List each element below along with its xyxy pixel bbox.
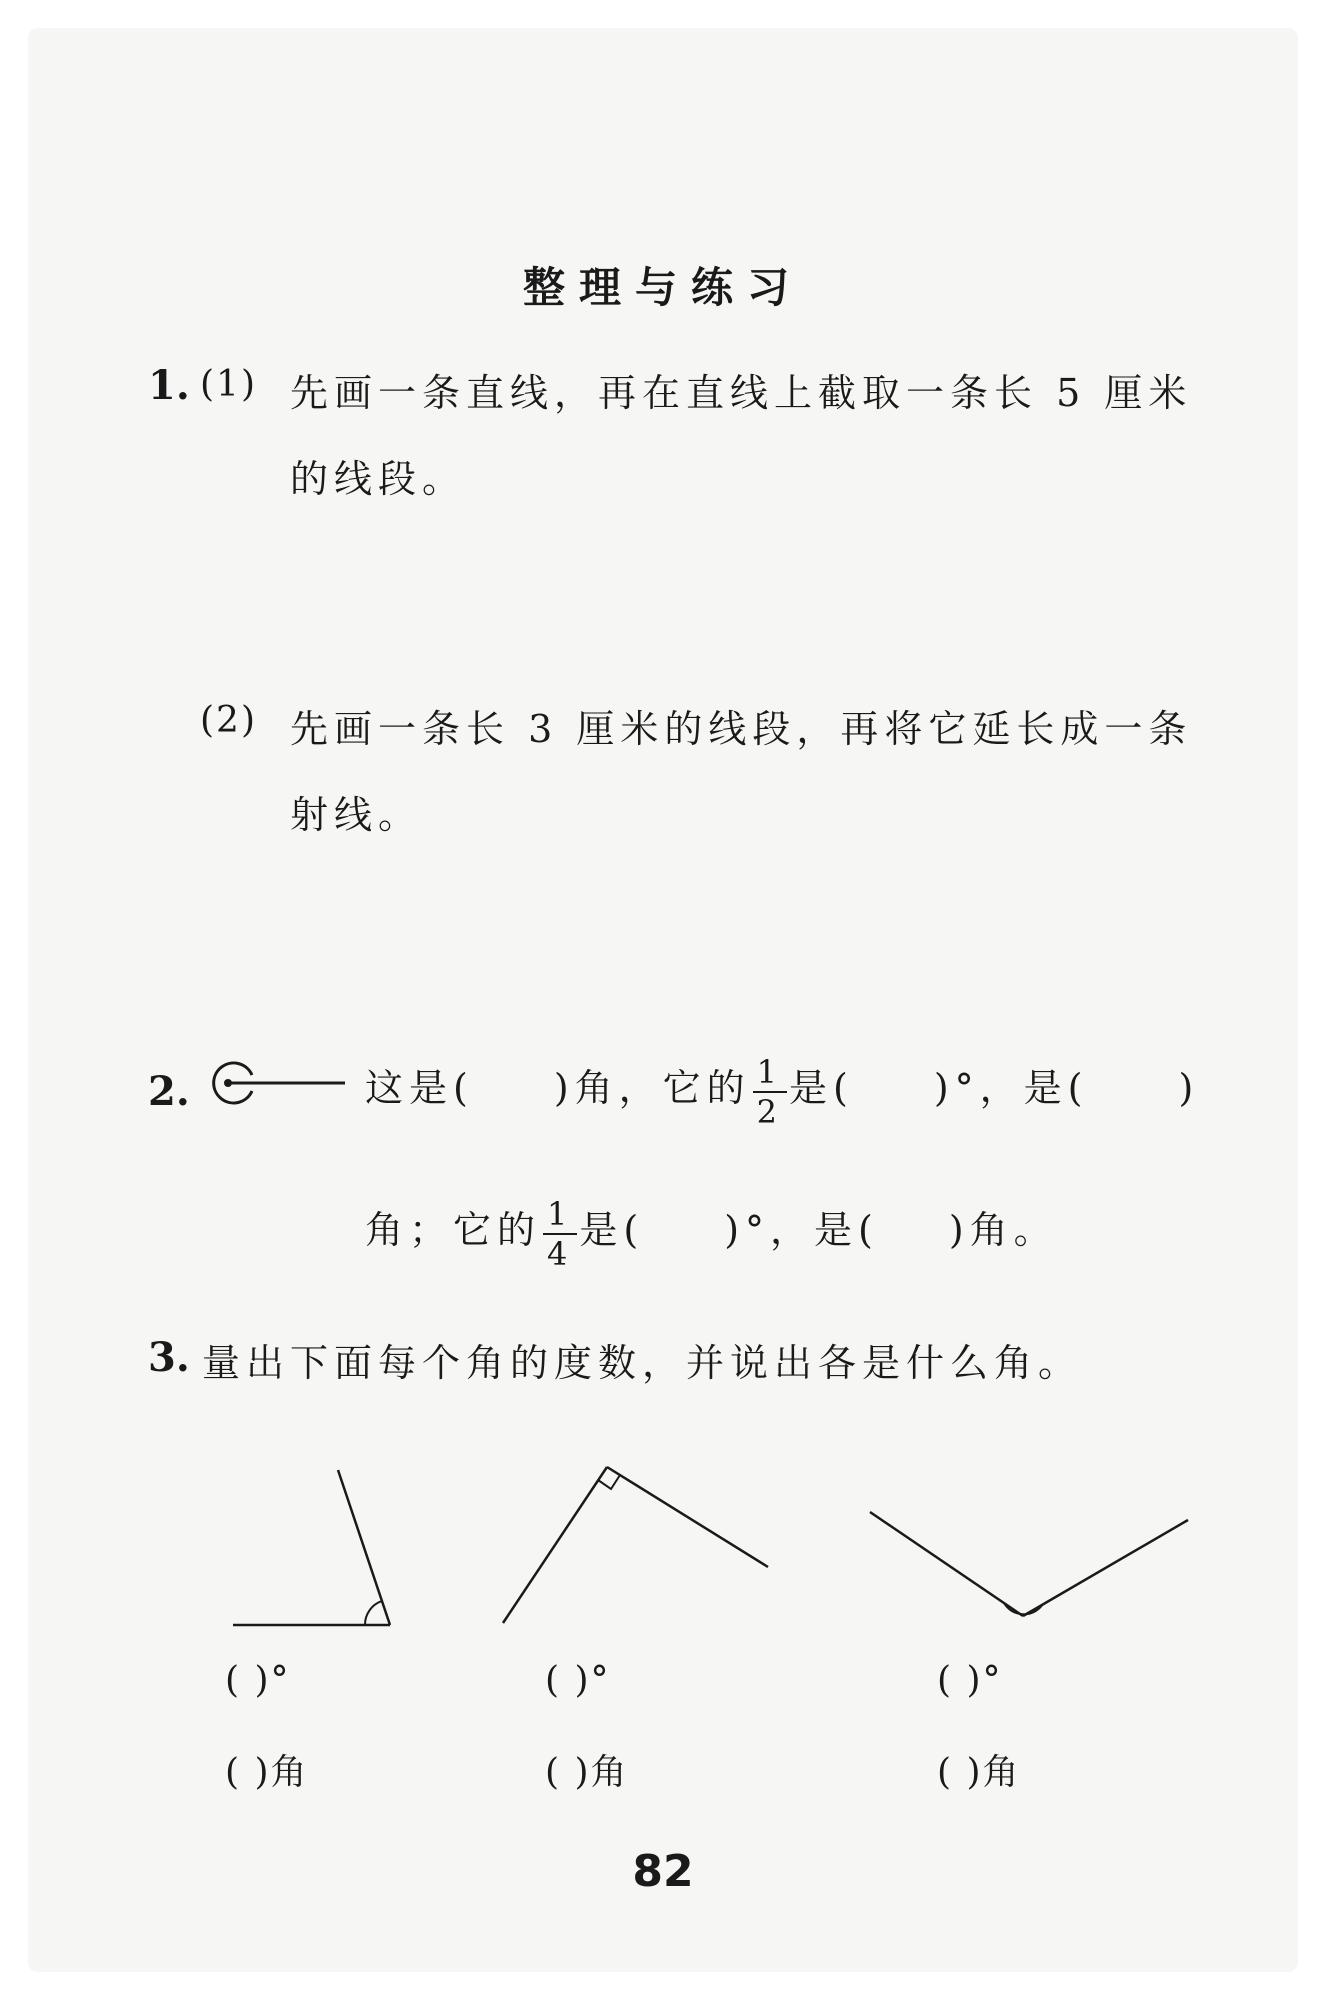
q1-part1-label: (1) [200,364,257,405]
q3-text: 量出下面每个角的度数，并说出各是什么角。 [202,1341,1083,1385]
angle-2-type-blank[interactable]: ( )角 [545,1752,629,1793]
q2-line2-d: )角。 [948,1208,1058,1252]
q1-number: 1. [148,362,190,409]
q2-text-a: 这是( [365,1066,474,1110]
q1-part2-line1: 先画一条长 3 厘米的线段，再将它延长成一条 [290,707,1193,751]
q2-text-e: ) [1178,1066,1200,1110]
q2-text-d: )°，是( [933,1066,1089,1110]
angle-1-degree-blank[interactable]: ( )° [225,1660,291,1701]
angle-3-degree-blank[interactable]: ( )° [937,1660,1003,1701]
angle-2-degree-blank[interactable]: ( )° [545,1660,611,1701]
q2-number: 2. [148,1068,190,1115]
q1-part1-line1: 先画一条直线，再在直线上截取一条长 5 厘米 [290,371,1193,415]
q1-part2-label: (2) [200,700,257,741]
angle-1-arc [365,1601,382,1625]
angle-2-figure [503,1467,768,1623]
q2-text-c: 是( [789,1066,854,1110]
page-number: 82 [632,1846,694,1897]
q1-part1-line2: 的线段。 [290,457,467,501]
fraction-numerator: 1 [543,1195,577,1235]
q2-line2-a: 角；它的 [365,1208,542,1252]
q2-text-b: )角，它的 [553,1066,751,1110]
angle-3-ray-left [870,1512,1023,1616]
angle-1-type-blank[interactable]: ( )角 [225,1752,309,1793]
round-angle-figure [214,1063,345,1103]
q1-part2-line2: 射线。 [290,793,423,837]
angle-1-figure [233,1470,390,1625]
fraction-denominator: 2 [756,1092,784,1131]
q3-number: 3. [148,1334,190,1381]
angle-3-type-blank[interactable]: ( )角 [937,1752,1021,1793]
angle-3-ray-right [1023,1520,1188,1616]
fraction-denominator: 4 [547,1234,574,1273]
page-title: 整理与练习 [522,263,803,312]
q2-line2-c: )°，是( [724,1208,879,1252]
angle-2-ray-left [503,1467,607,1623]
round-angle-vertex [224,1079,232,1087]
angle-3-figure [870,1512,1188,1616]
angle-2-ray-right [607,1467,768,1567]
q2-line2-b: 是( [579,1208,645,1252]
fraction-numerator: 1 [753,1053,787,1093]
